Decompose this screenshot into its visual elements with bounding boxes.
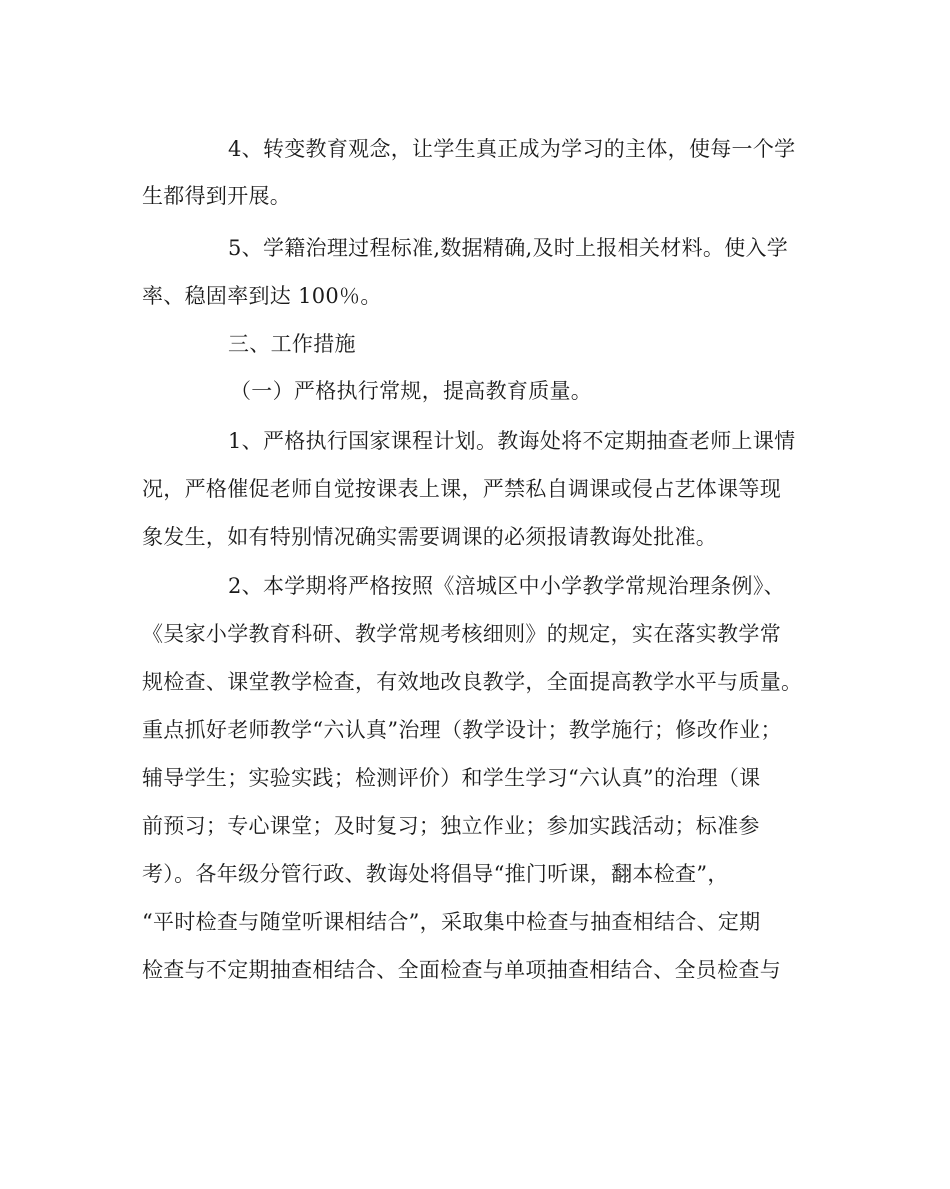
paragraph-line: 率、稳固率到达 100％。: [142, 284, 382, 308]
paragraph-line: 4、转变教育观念，让学生真正成为学习的主体，使每一个学: [228, 137, 796, 161]
paragraph-line: 1、严格执行国家课程计划。教诲处将不定期抽查老师上课情: [228, 429, 796, 453]
paragraph-line: 辅导学生；实验实践；检测评价）和学生学习“六认真”的治理（课: [142, 766, 761, 790]
subsection-heading: （一）严格执行常规，提高教育质量。: [230, 379, 593, 403]
paragraph-line: 生都得到开展。: [142, 184, 292, 208]
paragraph-line: 考）。各年级分管行政、教诲处将倡导“推门听课，翻本检查”，: [142, 862, 729, 886]
paragraph-line: 况，严格催促老师自觉按课表上课，严禁私自调课或侵占艺体课等现: [142, 477, 781, 501]
paragraph-line: 象发生，如有特别情况确实需要调课的必须报请教诲处批准。: [142, 525, 718, 549]
paragraph-line: 检查与不定期抽查相结合、全面检查与单项抽查相结合、全员检查与: [142, 958, 781, 982]
paragraph-line: 2、本学期将严格按照《涪城区中小学教学常规治理条例》、: [228, 574, 785, 598]
paragraph-line: 《吴家小学教育科研、教学常规考核细则》的规定，实在落实教学常: [142, 622, 781, 646]
paragraph-line: 规检查、课堂教学检查，有效地改良教学，全面提高教学水平与质量。: [142, 670, 803, 694]
section-heading: 三、工作措施: [228, 332, 356, 356]
paragraph-line: 前预习；专心课堂；及时复习；独立作业；参加实践活动；标准参: [142, 814, 760, 838]
paragraph-line: 重点抓好老师教学“六认真”治理（教学设计；教学施行；修改作业；: [142, 718, 782, 742]
paragraph-line: “平时检查与随堂听课相结合”，采取集中检查与抽查相结合、定期: [142, 910, 761, 934]
paragraph-line: 5、学籍治理过程标准,数据精确,及时上报相关材料。使入学: [228, 236, 789, 260]
